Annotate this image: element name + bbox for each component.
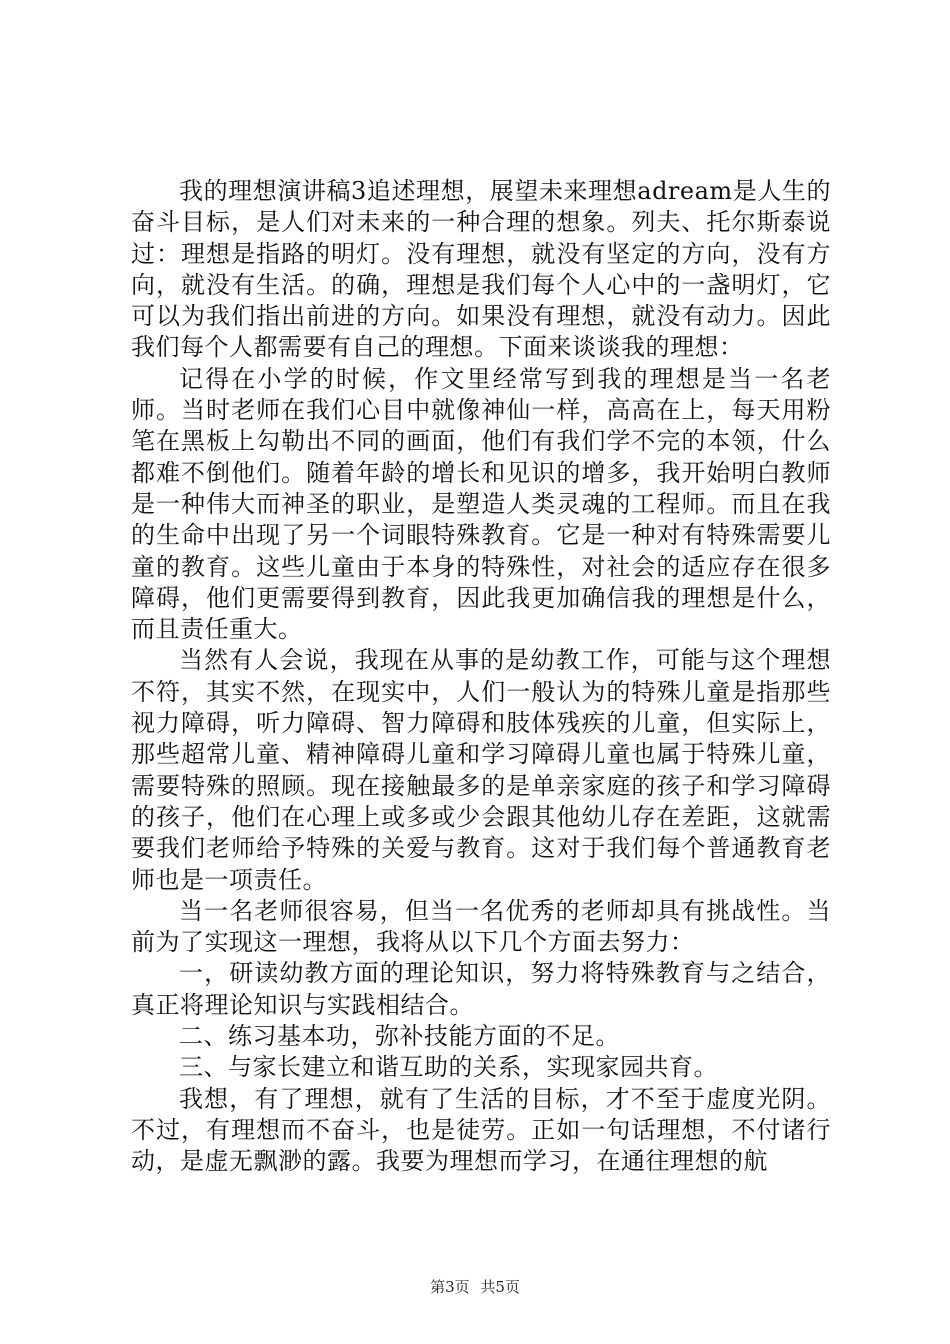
paragraph-1: 我的理想演讲稿3追述理想，展望未来理想adream是人生的奋斗目标，是人们对未来的一种合理的想象。列夫、托尔斯泰说过：理想是指路的明灯。没有理想，就没有坚定的方向，没有方向，就没有生活。的确，理想是我们每个人心中的一盏明灯，它可以为我们指出前进的方向。如果没有理想，就没有动力。因此我们每个人都需要有自己的理想。下面来谈谈我的理想： bbox=[131, 177, 831, 362]
paragraph-3: 当然有人会说，我现在从事的是幼教工作，可能与这个理想不符，其实不然，在现实中，人们一般认为的特殊儿童是指那些视力障碍，听力障碍、智力障碍和肢体残疾的儿童，但实际上，那些超常儿童、精神障碍儿童和学习障碍儿童也属于特殊儿童，需要特殊的照顾。现在接触最多的是单亲家庭的孩子和学习障碍的孩子，他们在心理上或多或少会跟其他幼儿存在差距，这就需要我们老师给予特殊的关爱与教育。这对于我们每个普通教育老师也是一项责任。 bbox=[131, 646, 831, 894]
paragraph-4: 当一名老师很容易，但当一名优秀的老师却具有挑战性。当前为了实现这一理想，我将从以下几个方面去努力： bbox=[131, 896, 831, 957]
paragraph-5: 一，研读幼教方面的理论知识，努力将特殊教育与之结合，真正将理论知识与实践相结合。 bbox=[131, 959, 831, 1019]
total-page-count: 共5页 bbox=[480, 1278, 520, 1296]
paragraph-7: 三、与家长建立和谐互助的关系，实现家园共育。 bbox=[179, 1053, 718, 1082]
paragraph-8: 我想，有了理想，就有了生活的目标，才不至于虚度光阴。不过，有理想而不奋斗，也是徒劳。正如一句话理想，不付诸行动，是虚无飘渺的露。我要为理想而学习，在通往理想的航 bbox=[131, 1084, 831, 1176]
paragraph-6: 二、练习基本功，弥补技能方面的不足。 bbox=[179, 1022, 620, 1051]
current-page-number: 第3页 bbox=[430, 1278, 470, 1296]
paragraph-2: 记得在小学的时候，作文里经常写到我的理想是当一名老师。当时老师在我们心目中就像神仙一样，高高在上，每天用粉笔在黑板上勾勒出不同的画面，他们有我们学不完的本领，什么都难不倒他们。随着年龄的增长和见识的增多，我开始明白教师是一种伟大而神圣的职业，是塑造人类灵魂的工程师。而且在我的生命中出现了另一个词眼特殊教育。它是一种对有特殊需要儿童的教育。这些儿童由于本身的特殊性，对社会的适应存在很多障碍，他们更需要得到教育，因此我更加确信我的理想是什么，而且责任重大。 bbox=[131, 364, 831, 644]
document-body bbox=[131, 176, 831, 1178]
page-footer bbox=[0, 1276, 950, 1297]
